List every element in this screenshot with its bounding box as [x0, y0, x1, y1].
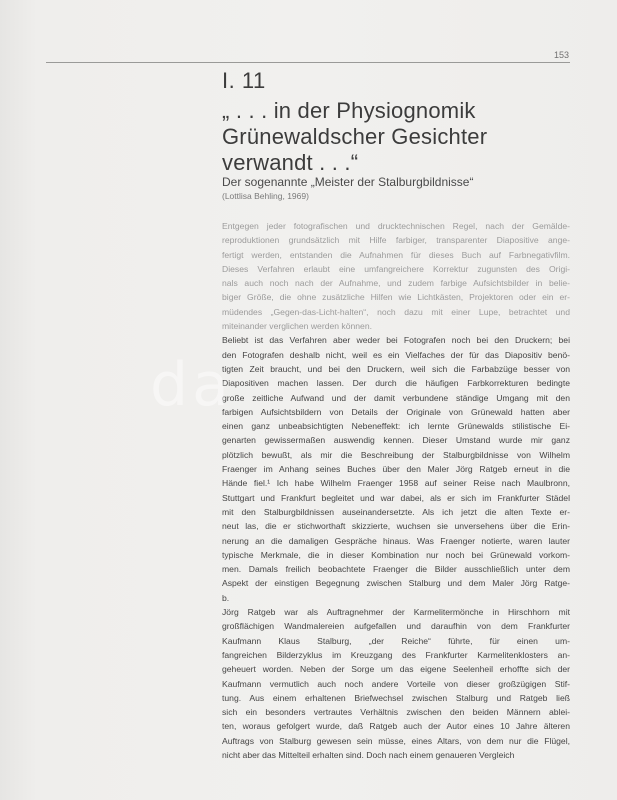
- body-line: Stuttgart und Frankfurt begleitet und war dabei, als er sich im Frankfurter Städel: [222, 492, 570, 503]
- body-line: tung. Aus einem erhaltenen Briefwechsel zwischen Stalburg und Ratgeb ließ: [222, 692, 570, 703]
- body-line: nicht aber das Mittelteil erhalten sind. Doch nach einem genaueren Vergleich: [222, 749, 515, 760]
- body-line: Entgegen jeder fotografischen und drucktechnischen Regel, nach der Gemälde-: [222, 221, 570, 231]
- title-line: verwandt . . .“: [222, 150, 359, 175]
- body-line: biger Größe, die ohne zusätzliche Hilfen wie Lichtkästen, Projektoren oder ein er-: [222, 292, 570, 303]
- body-line: genarten gewissermaßen auswendig kennen. Dieser Umstand wurde mir ganz: [222, 435, 570, 446]
- body-line: plötzlich bewußt, als mir die Beschreibung der Stalburgbildnisse von Wilhelm: [222, 449, 570, 460]
- body-line: neut las, die er stichworthaft skizzierte, wuchsen sie unversehens über die Erin-: [222, 521, 570, 532]
- chapter-title: [222, 98, 562, 176]
- body-line: große zeitliche Aufwand und der damit verbundene ständige Umgang mit den: [222, 392, 570, 403]
- body-line: einen ganz unbeabsichtigten Nebeneffekt: ich lernte Grünewalds stilistische Ei-: [222, 421, 570, 432]
- body-line: Beliebt ist das Verfahren aber weder bei Fotografen noch bei den Druckern; bei: [222, 335, 570, 346]
- body-line: Jörg Ratgeb war als Auftragnehmer der Karmelitermönche in Hirschhorn mit: [222, 607, 570, 618]
- body-line: men. Damals freilich beobachtete Fraenger die Bilder ausschließlich unter dem: [222, 564, 570, 575]
- page-number: 153: [553, 50, 569, 60]
- body-line: großflächigen Wandmalereien aufgefallen und daraufhin von dem Frankfurter: [222, 621, 570, 632]
- chapter-subtitle: Der sogenannte „Meister der Stalburgbildnisse“: [222, 175, 474, 189]
- body-line: b.: [222, 592, 230, 603]
- body-line: Kaufmann Klaus Stalburg, „der Reiche“ führte, für einen um-: [222, 635, 570, 646]
- body-line: typische Merkmale, die in dieser Kombination nur noch bei Grünewald vorkom-: [222, 549, 570, 560]
- body-line: müdendes „Gegen-das-Licht-halten“, noch dazu mit einer Lupe, betrachtet und: [222, 306, 570, 317]
- body-line: sich ein besonders vertrautes Verhältnis zwischen den beiden Männern ablei-: [222, 707, 570, 718]
- title-line: „ . . . in der Physiognomik: [222, 98, 476, 123]
- body-line: reproduktionen grundsätzlich mit Hilfe farbiger, transparenter Diapositive ange-: [222, 235, 570, 246]
- body-line: Dieses Verfahren erlaubt eine umfangreichere Korrektur zugunsten des Origi-: [222, 263, 570, 274]
- body-line: Aspekt der einstigen Begegnung zwischen Stalburg und dem Maler Jörg Ratge-: [222, 578, 570, 589]
- body-line: Kaufmann vermutlich auch noch andere Vorteile von dieser großzügigen Stif-: [222, 678, 570, 689]
- body-line: Fraenger im Anhang seines Buches über den Maler Jörg Ratgeb erneut in die: [222, 464, 570, 475]
- body-line: fangreichen Bilderzyklus im Kreuzgang des Frankfurter Karmelitenklosters an-: [222, 649, 570, 660]
- body-line: fertigt werden, entstanden die Aufnahmen für dieses Buch auf Farbnegativfilm.: [222, 249, 570, 260]
- attribution: (Lottlisa Behling, 1969): [222, 191, 309, 201]
- body-line: geheuert worden. Neben der Sorge um das eigene Seelenheil erhoffte sich der: [222, 664, 570, 675]
- body-line: nerung an die damaligen Gespräche hinaus. Was Fraenger notierte, waren lauter: [222, 535, 570, 546]
- body-line: Diapositiven machen lassen. Der durch die häufigen Farbkorrekturen bedingte: [222, 378, 570, 389]
- body-line: Hände fiel.¹ Ich habe Wilhelm Fraenger 1958 auf seiner Reise nach Maulbronn,: [222, 478, 570, 489]
- body-line: nals auch noch nach der Aufnahme, und zudem farbige Aufsichtsbilder in belie-: [222, 278, 570, 289]
- header-rule: [46, 62, 570, 63]
- body-line: farbigen Aufsichtsbildern von Details der Originale von Grünewald hatten aber: [222, 406, 570, 417]
- body-line: mit den Stalburgbildnissen auseinandersetzte. Als ich jetzt die alten Texte er-: [222, 506, 570, 517]
- body-line: tigten Zeit braucht, und bei den Druckern, weil sich die Farbabzüge besser von: [222, 363, 570, 374]
- body-line: Auftrags von Stalburg gewesen sein müsse, eines Altars, von dem nur die Flügel,: [222, 735, 570, 746]
- body-line: ten, woraus gefolgert wurde, daß Ratgeb auch der Autor eines 10 Jahre älteren: [222, 721, 570, 732]
- body-line: den Fotografen deshalb nicht, weil es ein Vielfaches der für das Diapositiv benö-: [222, 349, 570, 360]
- watermark: da: [150, 350, 233, 420]
- body-text: [222, 219, 570, 762]
- body-line: miteinander verglichen werden können.: [222, 321, 373, 332]
- title-line: Grünewaldscher Gesichter: [222, 124, 488, 149]
- chapter-number: I. 11: [222, 68, 266, 93]
